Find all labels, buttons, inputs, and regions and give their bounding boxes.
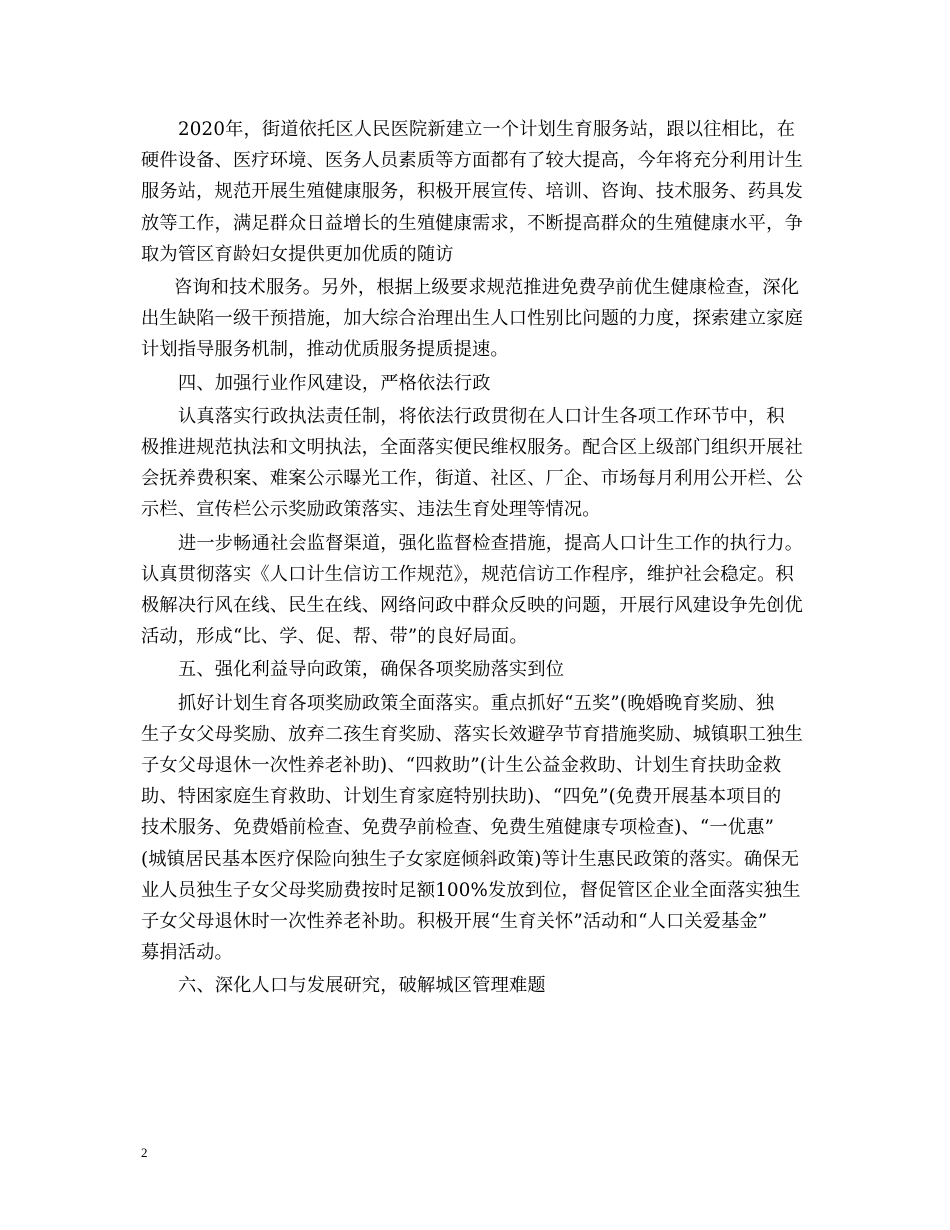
text-line: 活动，形成“比、学、促、帮、带”的良好局面。: [141, 626, 528, 648]
text-line: 极推进规范执法和文明执法，全面落实便民维权服务。配合区上级部门组织开展社: [141, 437, 803, 459]
section-heading-4: [141, 368, 831, 399]
paragraph-rewards: [141, 688, 831, 969]
text-line: 认真贯彻落实《人口计生信访工作规范》，规范信访工作程序，维护社会稳定。积: [141, 563, 794, 585]
text-line: (城镇居民基本医疗保险向独生子女家庭倾斜政策)等计生惠民政策的落实。确保无: [141, 848, 800, 870]
text-line: 助、特困家庭生育救助、计划生育家庭特别扶助)、“四免”(免费开展基本项目的: [141, 786, 782, 808]
text-line: 募捐活动。: [141, 942, 233, 964]
paragraph-supervision: [141, 528, 831, 653]
section-heading-5: [141, 654, 831, 685]
text-line: 极解决行风在线、民生在线、网络问政中群众反映的问题，开展行风建设争先创优: [141, 595, 803, 617]
heading-text: 四、加强行业作风建设，严格依法行政: [178, 372, 491, 394]
paragraph-law-enforcement: [141, 401, 831, 526]
document-body: [141, 114, 831, 1004]
text-line: 技术服务、免费婚前检查、免费孕前检查、免费生殖健康专项检查)、“一优惠”: [141, 817, 775, 839]
paragraph-consulting: [141, 272, 831, 366]
text-line: 会抚养费积案、难案公示曝光工作，街道、社区、厂企、市场每月利用公开栏、公: [141, 468, 803, 490]
text-line: 出生缺陷一级干预措施，加大综合治理出生人口性别比问题的力度，探索建立家庭: [141, 308, 803, 330]
text-line: 硬件设备、医疗环境、医务人员素质等方面都有了较大提高，今年将充分利用计生: [141, 150, 803, 172]
text-line: 咨询和技术服务。另外，根据上级要求规范推进免费孕前优生健康检查，深化: [174, 277, 800, 299]
text-line: 子女父母退休一次性养老补助)、“四救助”(计生公益金救助、计划生育扶助金救: [141, 755, 782, 777]
text-line: 2020年，街道依托区人民医院新建立一个计划生育服务站，跟以往相比，在: [178, 119, 796, 140]
text-line: 放等工作，满足群众日益增长的生殖健康需求，不断提高群众的生殖健康水平，争: [141, 212, 803, 234]
text-line: 认真落实行政执法责任制，将依法行政贯彻在人口计生各项工作环节中，积: [178, 405, 785, 427]
text-line: 服务站，规范开展生殖健康服务，积极开展宣传、培训、咨询、技术服务、药具发: [141, 181, 803, 203]
text-line: 生子女父母奖励、放弃二孩生育奖励、落实长效避孕节育措施奖励、城镇职工独生: [141, 723, 803, 745]
heading-text: 五、强化利益导向政策，确保各项奖励落实到位: [178, 659, 565, 681]
page-number: 2: [141, 1145, 148, 1160]
text-line: 业人员独生子女父母奖励费按时足额100%发放到位，督促管区企业全面落实独生: [141, 879, 801, 901]
text-line: 进一步畅通社会监督渠道，强化监督检查措施，提高人口计生工作的执行力。: [178, 532, 804, 554]
text-line: 子女父母退休时一次性养老补助。积极开展“生育关怀”活动和“人口关爱基金”: [141, 911, 768, 933]
text-line: 计划指导服务机制，推动优质服务提质提速。: [141, 339, 509, 361]
text-line: 示栏、宣传栏公示奖励政策落实、违法生育处理等情况。: [141, 499, 601, 521]
heading-text: 六、深化人口与发展研究，破解城区管理难题: [178, 975, 546, 997]
text-line: 取为管区育龄妇女提供更加优质的随访: [141, 243, 454, 265]
text-line: 抓好计划生育各项奖励政策全面落实。重点抓好“五奖”(晚婚晚育奖励、独: [178, 692, 775, 714]
section-heading-6: [141, 970, 831, 1001]
paragraph-service-station: [141, 114, 831, 270]
